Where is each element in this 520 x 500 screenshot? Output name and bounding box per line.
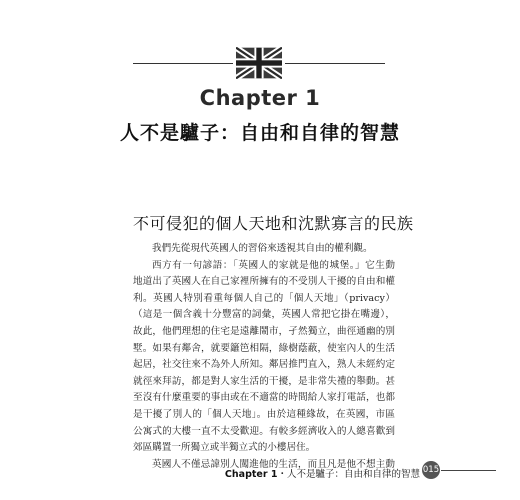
body-line: 公寓式的大樓一直不太受歡迎。有較多經濟收入的人總喜歡到 [133, 425, 395, 437]
body-line: 就徑來拜訪，都是對人家生活的干擾，是非常失禮的舉動。甚 [133, 375, 395, 387]
footer-chapter: Chapter 1 [224, 469, 278, 480]
body-line: 利。英國人特別看重每個人自己的「個人天地」（privacy） [133, 292, 395, 304]
header-rule-left [133, 63, 233, 64]
union-jack-flag-icon [236, 47, 282, 79]
page-number: 015 [422, 461, 440, 479]
body-line: 是干擾了別人的「個人天地」。由於這種緣故，在英國，市區 [133, 408, 395, 420]
body-line: 至沒有什麼重要的事由或在不適當的時間給人家打電話，也都 [133, 392, 395, 404]
body-line: 郊區購置一所獨立或半獨立式的小樓居住。 [133, 442, 316, 454]
chapter-label: Chapter 1 [199, 86, 321, 110]
body-line: 墅。如果有鄰舍，就要籬笆相隔，綠樹蔭蔽，使室內人的生活 [133, 342, 395, 354]
body-line: 故此，他們理想的住宅是遠離鬧市，孑然獨立，曲徑通幽的別 [133, 325, 395, 337]
body-line: 西方有一句諺語：「英國人的家就是他的城堡。」它生動 [152, 259, 395, 271]
body-line: （這是一個含義十分豐富的詞彙，英國人常把它掛在嘴邊）， [133, 309, 395, 321]
footer-separator: ・ [277, 469, 287, 480]
body-line: 地道出了英國人在自己家裡所擁有的不受別人干擾的自由和權 [133, 276, 395, 288]
body-line: 英國人不僅忌諱別人闖進他的生活，而且凡是他不想主動 [152, 458, 395, 470]
header-rule-right [285, 63, 385, 64]
body-text [133, 241, 395, 473]
section-heading: 不可侵犯的個人天地和沈默寡言的民族 [133, 214, 414, 233]
body-line: 我們先從現代英國人的習俗來透視其自由的權利觀。 [152, 243, 373, 254]
footer-rule [441, 470, 496, 471]
footer-title: 人不是驢子：自由和自律的智慧 [286, 469, 420, 480]
body-line: 起居，社交往來不為外人所知。鄰居推門直入，熟人未經約定 [133, 359, 395, 371]
running-footer [225, 466, 420, 480]
chapter-title: 人不是驢子：自由和自律的智慧 [119, 122, 400, 144]
